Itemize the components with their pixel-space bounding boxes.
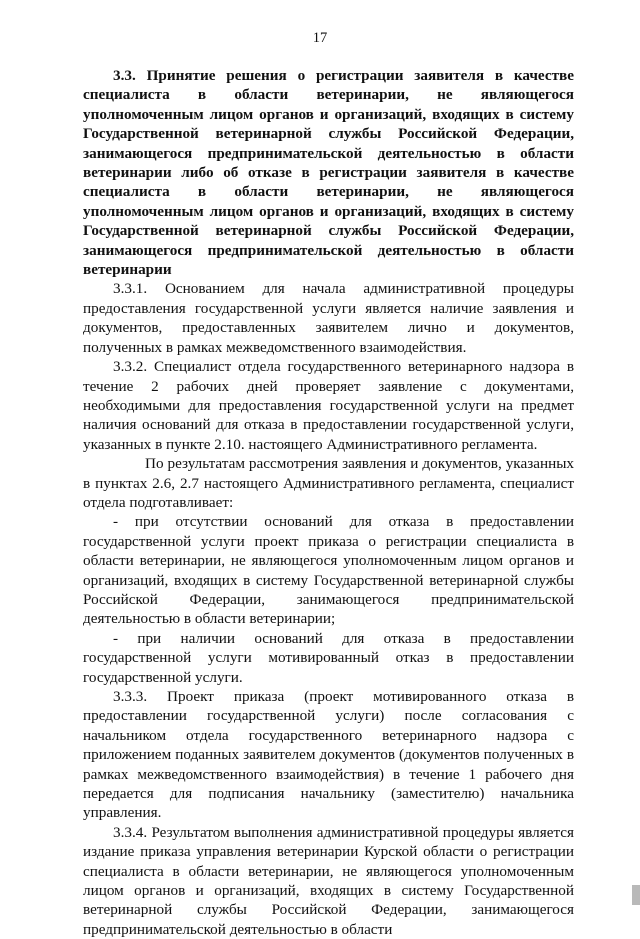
- paragraph-3-3-4: 3.3.4. Результатом выполнения административной процедуры является издание приказа управления ветеринарии Курской области о регистрации специалиста в области ветеринарии, не являющегося уполномоченным лицом органов и организаций, входящих в систему Государственной ветеринарной службы Российской Федерации, занимающегося предпринимательской деятельностью в области: [83, 823, 574, 938]
- paragraph-review-results: По результатам рассмотрения заявления и документов, указанных в пунктах 2.6, 2.7 настоящего Административного регламента, специалист отдела подготавливает:: [83, 455, 574, 511]
- section-heading: 3.3. Принятие решения о регистрации заявителя в качестве специалиста в области ветеринарии, не являющегося уполномоченным лицом органов и организаций, входящих в систему Государственной ветеринарной службы Российской Федерации, занимающегося предпринимательской деятельностью в области ветеринарии либо об отказе в регистрации заявителя в качестве специалиста в области ветеринарии, не являющегося уполномоченным лицом органов и организаций, входящих в систему Государственной ветеринарной службы Российской Федерации, занимающегося предпринимательской деятельностью в области ветеринарии: [83, 67, 574, 279]
- page-content: [83, 66, 574, 939]
- paragraph-3-3-1: 3.3.1. Основанием для начала административной процедуры предоставления государственной услуги является наличие заявления и документов, предоставленных заявителем лично и документов, полученных в рамках межведомственного взаимодействия.: [83, 280, 574, 356]
- page-number: 17: [312, 30, 328, 46]
- list-item-grounds-present: - при наличии оснований для отказа в предоставлении государственной услуги мотивированный отказ в предоставлении государственной услуги.: [83, 629, 574, 686]
- paragraph-3-3-3: 3.3.3. Проект приказа (проект мотивированного отказа в предоставлении государственной услуги) после согласования с начальником отдела государственного ветеринарного надзора с приложением поданных заявителем документов (документов полученных в рамках межведомственного взаимодействия) в течение 1 рабочего дня передается для подписания начальнику (заместителю) начальника управления.: [83, 688, 574, 822]
- paragraph-3-3-2: 3.3.2. Специалист отдела государственного ветеринарного надзора в течение 2 рабочих дней проверяет заявление с документами, необходимыми для предоставления государственной услуги на предмет наличия оснований для отказа в предоставлении государственной услуги, указанных в пункте 2.10. настоящего Административного регламента.: [83, 358, 574, 453]
- scan-edge-mark: [632, 885, 640, 905]
- list-item-no-grounds: - при отсутствии оснований для отказа в предоставлении государственной услуги проект приказа о регистрации специалиста в области ветеринарии, не являющегося уполномоченным лицом органов и организаций, входящих в систему Государственной ветеринарной службы Российской Федерации, занимающегося предпринимательской деятельностью в области ветеринарии;: [83, 513, 574, 628]
